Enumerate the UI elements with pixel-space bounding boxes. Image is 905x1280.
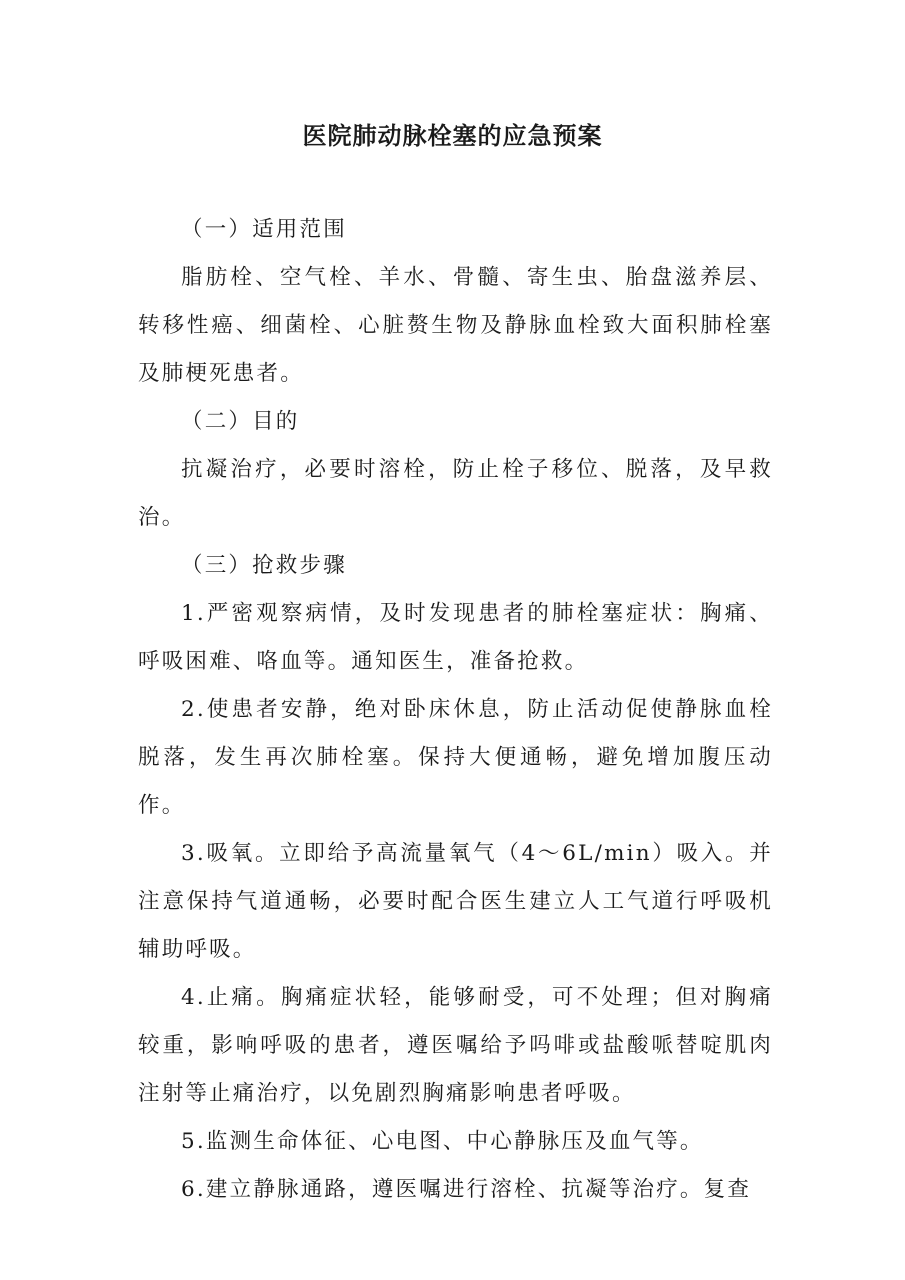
section-heading-scope: （一）适用范围	[181, 217, 347, 242]
paragraph-scope: 脂肪栓、空气栓、羊水、骨髓、寄生虫、胎盘滋养层、转移性癌、细菌栓、心脏赘生物及静脉血栓致大面积肺栓塞及肺梗死患者。	[138, 265, 773, 386]
step-2: 2.使患者安静，绝对卧床休息，防止活动促使静脉血栓脱落，发生再次肺栓塞。保持大便通畅，避免增加腹压动作。	[138, 697, 773, 818]
step-4: 4.止痛。胸痛症状轻，能够耐受，可不处理；但对胸痛较重，影响呼吸的患者，遵医嘱给予吗啡或盐酸哌替啶肌肉注射等止痛治疗，以免剧烈胸痛影响患者呼吸。	[138, 985, 773, 1106]
document-body	[138, 206, 773, 1214]
paragraph-purpose: 抗凝治疗，必要时溶栓，防止栓子移位、脱落，及早救治。	[138, 457, 773, 530]
step-5: 5.监测生命体征、心电图、中心静脉压及血气等。	[181, 1129, 704, 1154]
section-heading-purpose: （二）目的	[181, 409, 300, 434]
document-title: 医院肺动脉栓塞的应急预案	[302, 122, 603, 150]
step-1: 1.严密观察病情，及时发现患者的肺栓塞症状：胸痛、呼吸困难、咯血等。通知医生，准备抢救。	[138, 601, 773, 674]
step-3: 3.吸氧。立即给予高流量氧气（4～6L/min）吸入。并注意保持气道通畅，必要时配合医生建立人工气道行呼吸机辅助呼吸。	[138, 841, 773, 962]
step-6: 6.建立静脉通路，遵医嘱进行溶栓、抗凝等治疗。复查	[181, 1177, 752, 1202]
section-heading-rescue-steps: （三）抢救步骤	[181, 553, 347, 578]
